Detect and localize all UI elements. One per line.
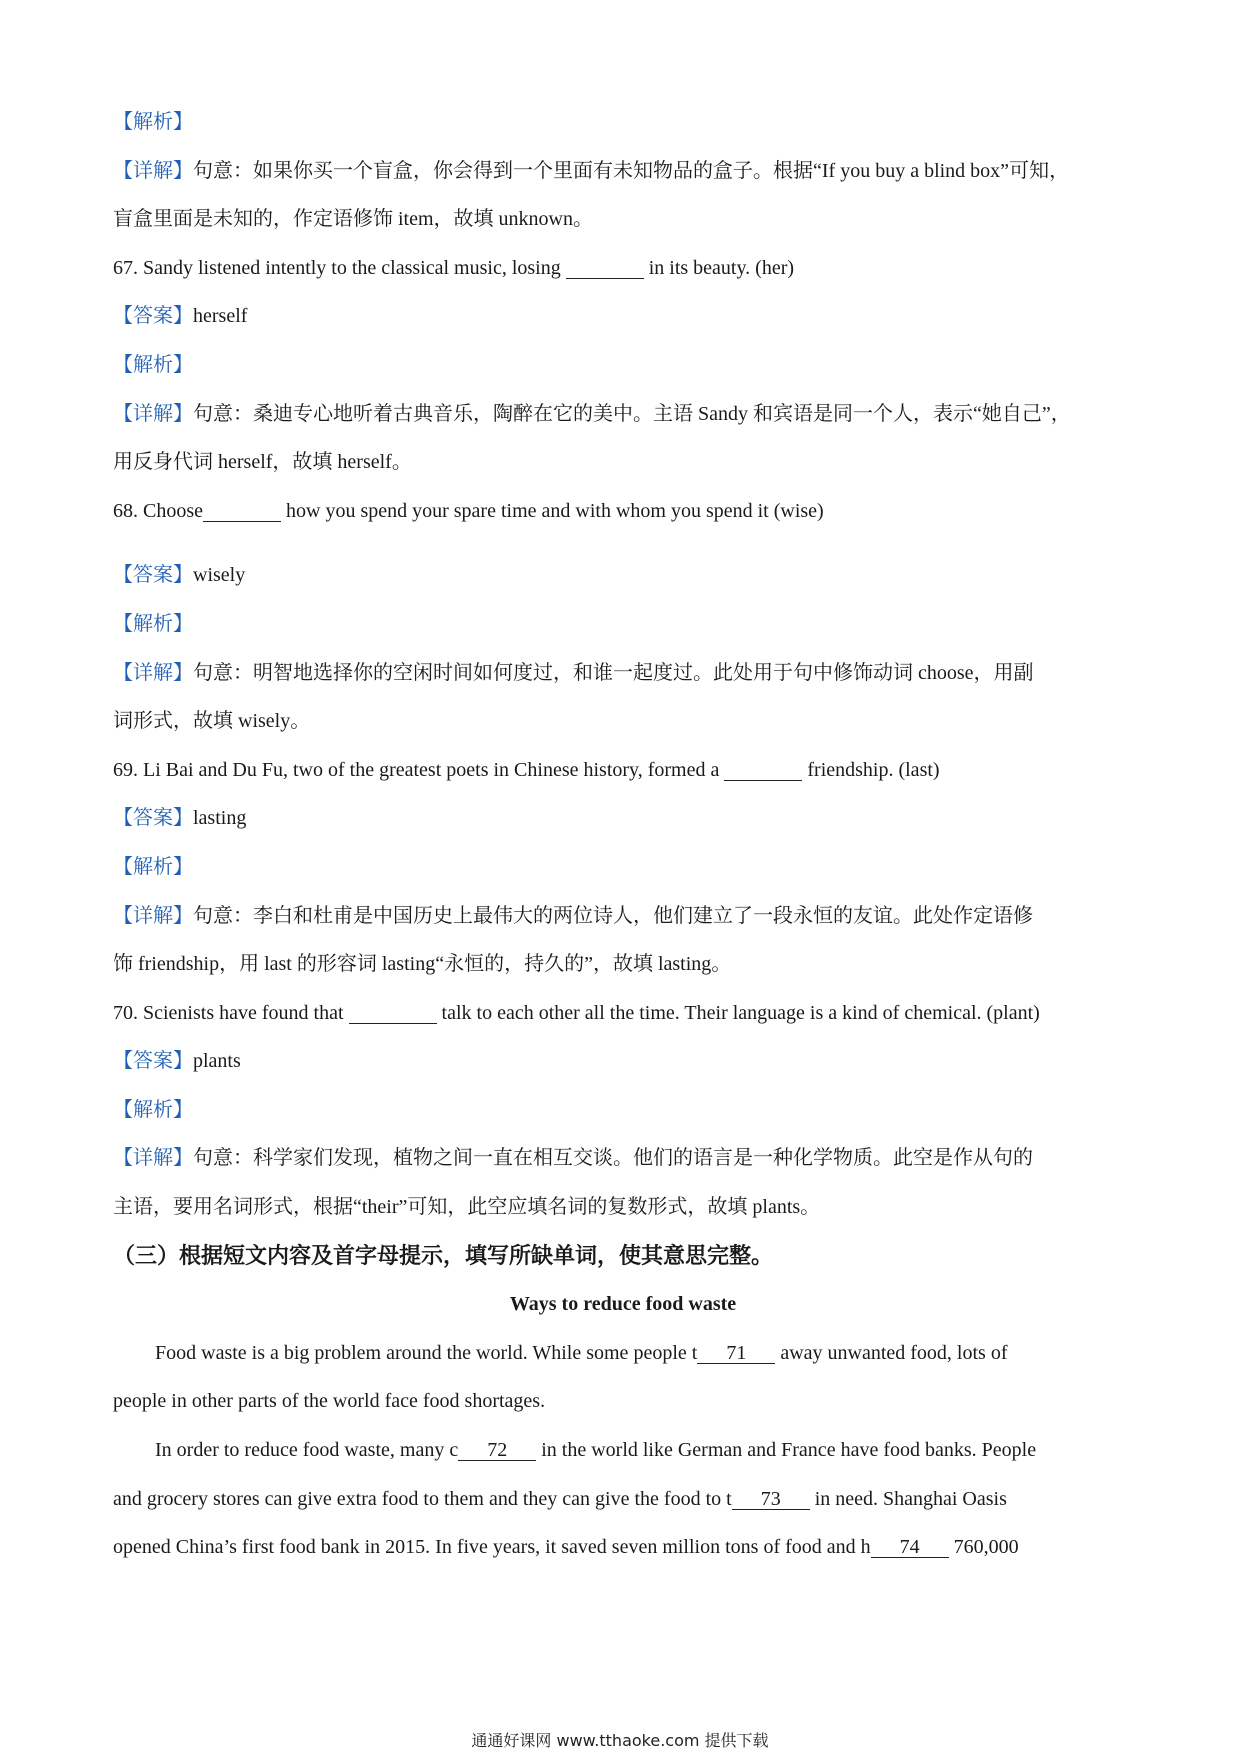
- detail-line: [113, 649, 1133, 698]
- detail-label: 【详解】: [113, 1147, 193, 1170]
- question-68: [113, 487, 1133, 536]
- detail-line: [113, 892, 1133, 941]
- answer-label: 【答案】: [113, 807, 193, 830]
- passage-text: 760,000: [948, 1536, 1019, 1559]
- question-text: how you spend your spare time and with whom you spend it (wise): [281, 499, 824, 522]
- question-70: [113, 989, 1133, 1038]
- answer-line: [113, 551, 1133, 600]
- answer-text: wisely: [193, 564, 246, 587]
- question-text: 69. Li Bai and Du Fu, two of the greatest poets in Chinese history, formed a: [113, 758, 725, 781]
- question-69: [113, 746, 1133, 795]
- question-text: 70. Scienists have found that: [113, 1001, 349, 1024]
- detail-label: 【详解】: [113, 661, 193, 684]
- passage-line: [113, 1475, 1133, 1524]
- answer-blank: [203, 501, 281, 522]
- page-footer: 通通好课网 www.tthaoke.com 提供下载: [471, 1731, 769, 1750]
- passage-text: in the world like German and France have food banks. People: [536, 1439, 1037, 1462]
- answer-label: 【答案】: [113, 305, 193, 328]
- passage-line: people in other parts of the world face food shortages.: [113, 1390, 546, 1413]
- detail-line-continued: 词形式，故填 wisely。: [113, 710, 311, 733]
- analysis-label: 【解析】: [113, 111, 193, 133]
- detail-line-continued: 主语，要用名词形式，根据“their”可知，此空应填名词的复数形式，故填 plants。: [113, 1196, 821, 1219]
- detail-label: 【详解】: [113, 402, 193, 425]
- document-page: [113, 98, 1133, 1572]
- detail-line-continued: 盲盒里面是未知的，作定语修饰 item，故填 unknown。: [113, 208, 593, 231]
- passage-line: [113, 1329, 1133, 1378]
- passage-text: In order to reduce food waste, many c: [155, 1439, 459, 1462]
- passage-line: [113, 1426, 1133, 1475]
- question-text: talk to each other all the time. Their language is a kind of chemical. (plant): [436, 1001, 1040, 1024]
- detail-line-continued: 饰 friendship，用 last 的形容词 lasting“永恒的，持久的”，故填 lasting。: [113, 953, 732, 976]
- detail-label: 【详解】: [113, 159, 193, 182]
- answer-line: [113, 292, 1133, 341]
- analysis-label: 【解析】: [113, 855, 193, 878]
- answer-line: [113, 1037, 1133, 1086]
- answer-text: lasting: [193, 807, 247, 830]
- detail-text: 句意：科学家们发现，植物之间一直在相互交谈。他们的语言是一种化学物质。此空是作从句的: [193, 1147, 1033, 1170]
- answer-text: plants: [193, 1050, 241, 1073]
- passage-text: in need. Shanghai Oasis: [809, 1487, 1007, 1510]
- analysis-label: 【解析】: [113, 353, 193, 376]
- passage-title: Ways to reduce food waste: [509, 1293, 737, 1316]
- answer-blank-71: 71: [697, 1343, 775, 1364]
- answer-label: 【答案】: [113, 564, 193, 587]
- detail-line-continued: 用反身代词 herself，故填 herself。: [113, 451, 412, 474]
- question-text: in its beauty. (her): [643, 256, 795, 279]
- question-text: 67. Sandy listened intently to the classical music, losing: [113, 256, 566, 279]
- passage-text: opened China’s first food bank in 2015. In five years, it saved seven million tons of food and h: [113, 1536, 871, 1559]
- question-text: friendship. (last): [802, 758, 940, 781]
- detail-text: 句意：明智地选择你的空闲时间如何度过，和谁一起度过。此处用于句中修饰动词 choose，用副: [193, 661, 1034, 684]
- question-text: 68. Choose: [113, 499, 203, 522]
- passage-line: [113, 1523, 1133, 1572]
- spacer: [113, 535, 1133, 551]
- answer-blank: [349, 1003, 437, 1024]
- detail-text: 句意：如果你买一个盲盒，你会得到一个里面有未知物品的盒子。根据“If you buy a blind box”可知，: [193, 159, 1070, 182]
- detail-text: 句意：桑迪专心地听着古典音乐，陶醉在它的美中。主语 Sandy 和宾语是同一个人，表示“她自己”，: [193, 402, 1071, 425]
- detail-label: 【详解】: [113, 904, 193, 927]
- analysis-label: 【解析】: [113, 612, 193, 635]
- answer-blank-73: 73: [732, 1489, 810, 1510]
- answer-line: [113, 794, 1133, 843]
- answer-blank-72: 72: [458, 1440, 536, 1461]
- answer-blank: [566, 258, 644, 279]
- answer-text: herself: [193, 305, 248, 328]
- answer-label: 【答案】: [113, 1050, 193, 1073]
- detail-line: [113, 147, 1133, 196]
- passage-text: away unwanted food, lots of: [775, 1341, 1008, 1364]
- question-67: [113, 244, 1133, 293]
- passage-text: Food waste is a big problem around the world. While some people t: [155, 1341, 698, 1364]
- detail-line: [113, 1134, 1133, 1183]
- answer-blank: [724, 760, 802, 781]
- detail-line: [113, 390, 1133, 439]
- passage-text: and grocery stores can give extra food to them and they can give the food to t: [113, 1487, 732, 1510]
- answer-blank-74: 74: [871, 1537, 949, 1558]
- section-heading: （三）根据短文内容及首字母提示，填写所缺单词，使其意思完整。: [113, 1242, 774, 1268]
- detail-text: 句意：李白和杜甫是中国历史上最伟大的两位诗人，他们建立了一段永恒的友谊。此处作定语修: [193, 904, 1033, 927]
- analysis-label: 【解析】: [113, 1098, 193, 1121]
